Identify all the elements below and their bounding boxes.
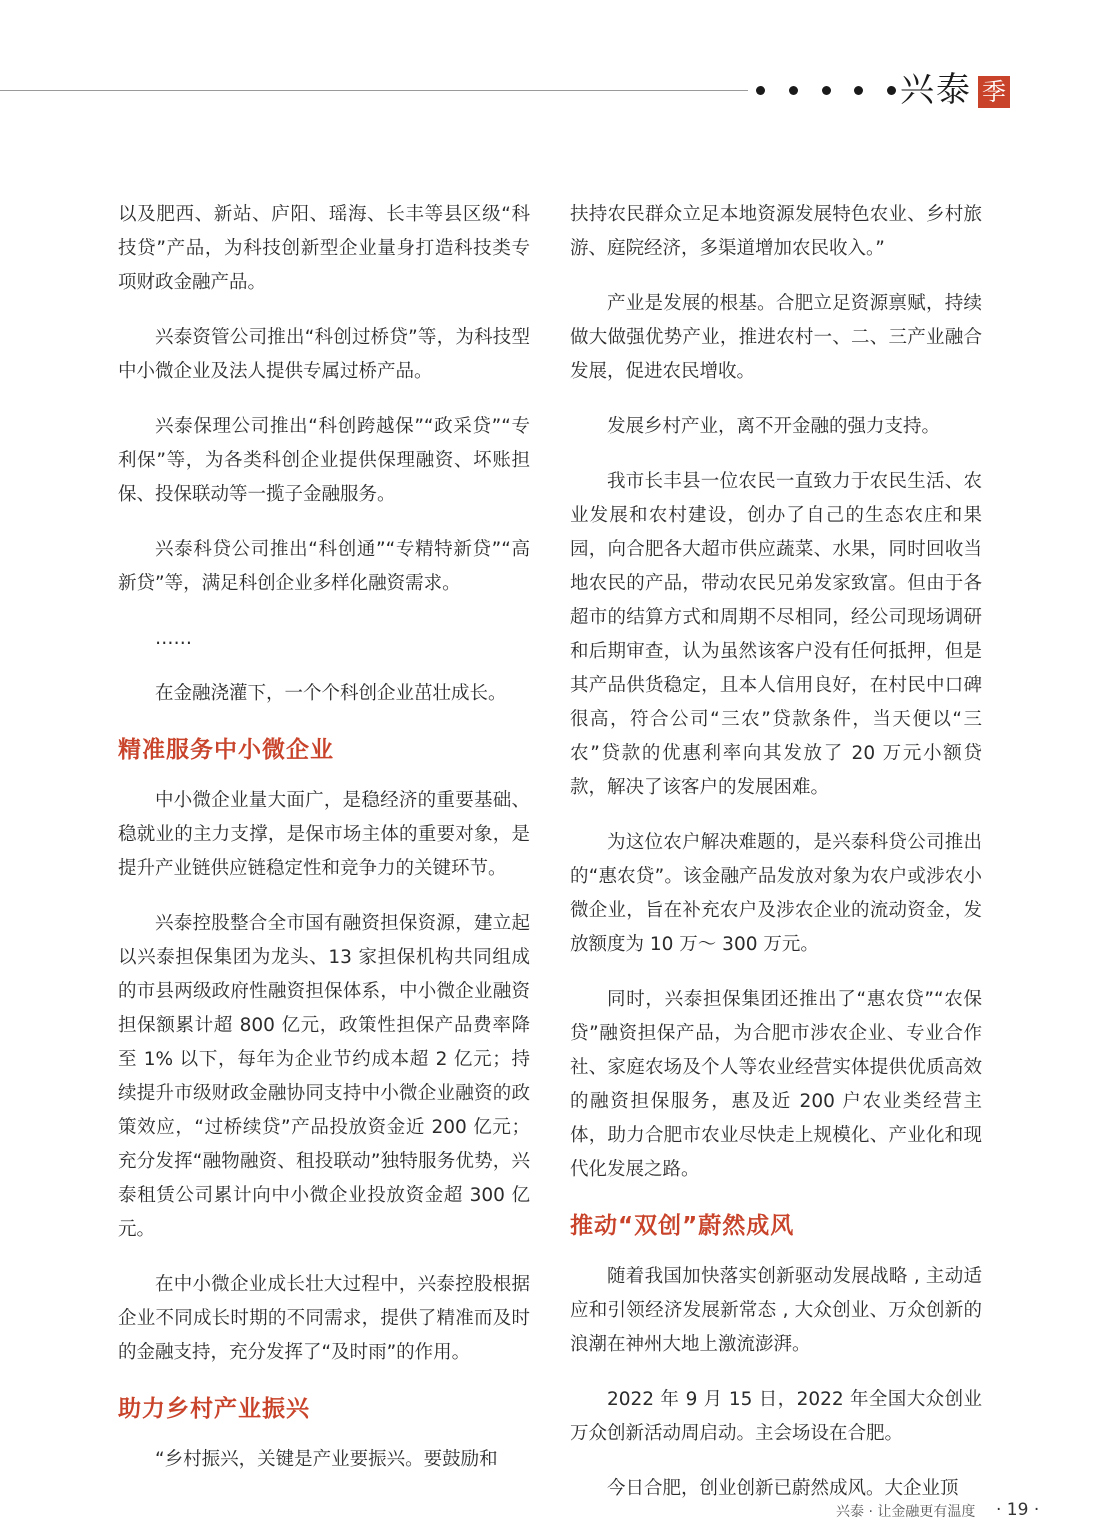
- dot-icon: [756, 86, 765, 95]
- paragraph: 2022 年 9 月 15 日，2022 年全国大众创业万众创新活动周启动。主会场设在合肥。: [570, 1389, 982, 1444]
- section-heading: 精准服务中小微企业: [118, 737, 334, 763]
- magazine-title: 兴泰: [900, 70, 972, 110]
- paragraph: 兴泰科贷公司推出“科创通”“专精特新贷”“高新贷”等，满足科创企业多样化融资需求。: [118, 539, 530, 594]
- paragraph: 兴泰保理公司推出“科创跨越保”“政采贷”“专利保”等，为各类科创企业提供保理融资、坏账担保、投保联动等一揽子金融服务。: [118, 416, 530, 505]
- paragraph: 在金融浇灌下，一个个科创企业茁壮成长。: [155, 683, 507, 704]
- paragraph: 在中小微企业成长壮大过程中，兴泰控股根据企业不同成长时期的不同需求，提供了精准而及时的金融支持，充分发挥了“及时雨”的作用。: [118, 1274, 530, 1363]
- footer-slogan: 兴泰 · 让金融更有温度: [836, 1504, 976, 1520]
- seal-logo: 季: [978, 76, 1010, 108]
- paragraph: ……: [155, 628, 192, 649]
- paragraph: 随着我国加快落实创新驱动发展战略 , 主动适应和引领经济发展新常态 , 大众创业、万众创新的浪潮在神州大地上激流澎湃。: [570, 1266, 982, 1355]
- dot-icon: [854, 86, 863, 95]
- paragraph: 以及肥西、新站、庐阳、瑶海、长丰等县区级“科技贷”产品，为科技创新型企业量身打造科技类专项财政金融产品。: [118, 204, 530, 293]
- page-number: · 19 ·: [996, 1500, 1040, 1520]
- header-dots: [756, 75, 896, 105]
- dot-icon: [789, 86, 798, 95]
- paragraph: 扶持农民群众立足本地资源发展特色农业、乡村旅游、庭院经济，多渠道增加农民收入。”: [570, 204, 982, 259]
- paragraph: “乡村振兴，关键是产业要振兴。要鼓励和: [155, 1449, 498, 1470]
- dot-icon: [887, 86, 896, 95]
- section-heading: 推动“双创”蔚然成风: [570, 1213, 795, 1239]
- right-column: [570, 198, 982, 1527]
- paragraph: 产业是发展的根基。合肥立足资源禀赋，持续做大做强优势产业，推进农村一、二、三产业融合发展，促进农民增收。: [570, 293, 982, 382]
- paragraph: 发展乡村产业，离不开金融的强力支持。: [607, 416, 941, 437]
- paragraph: 我市长丰县一位农民一直致力于农民生活、农业发展和农村建设，创办了自己的生态农庄和果园，向合肥各大超市供应蔬菜、水果，同时回收当地农民的产品，带动农民兄弟发家致富。但由于各超市的结算方式和周期不尽相同，经公司现场调研和后期审查，认为虽然该客户没有任何抵押，但是其产品供货稳定，且本人信用良好，在村民中口碑很高，符合公司“三农”贷款条件，当天便以“三农”贷款的优惠利率向其发放了 20 万元小额贷款，解决了该客户的发展困难。: [570, 471, 982, 798]
- paragraph: 兴泰资管公司推出“科创过桥贷”等，为科技型中小微企业及法人提供专属过桥产品。: [118, 327, 530, 382]
- header-rule: [0, 90, 748, 91]
- paragraph: 为这位农户解决难题的，是兴泰科贷公司推出的“惠农贷”。该金融产品发放对象为农户或涉农小微企业，旨在补充农户及涉农企业的流动资金，发放额度为 10 万～ 300 万元。: [570, 832, 982, 955]
- paragraph: 同时，兴泰担保集团还推出了“惠农贷”“农保贷”融资担保产品，为合肥市涉农企业、专业合作社、家庭农场及个人等农业经营实体提供优质高效的融资担保服务，惠及近 200 户农业类经营主体，助力合肥市农业尽快走上规模化、产业化和现代化发展之路。: [570, 989, 982, 1180]
- section-heading: 助力乡村产业振兴: [118, 1396, 310, 1422]
- dot-icon: [822, 86, 831, 95]
- paragraph: 中小微企业量大面广，是稳经济的重要基础、稳就业的主力支撑，是保市场主体的重要对象，是提升产业链供应链稳定性和竞争力的关键环节。: [118, 790, 530, 879]
- left-column: [118, 198, 530, 1498]
- paragraph: 今日合肥，创业创新已蔚然成风。大企业顶: [607, 1478, 959, 1499]
- paragraph: 兴泰控股整合全市国有融资担保资源，建立起以兴泰担保集团为龙头、13 家担保机构共同组成的市县两级政府性融资担保体系，中小微企业融资担保额累计超 800 亿元，政策性担保产品费率降至 1% 以下，每年为企业节约成本超 2 亿元；持续提升市级财政金融协同支持中小微企业融资的政策效应，“过桥续贷”产品投放资金近 200 亿元；充分发挥“融物融资、租投联动”独特服务优势，兴泰租赁公司累计向中小微企业投放资金超 300 亿元。: [118, 913, 530, 1240]
